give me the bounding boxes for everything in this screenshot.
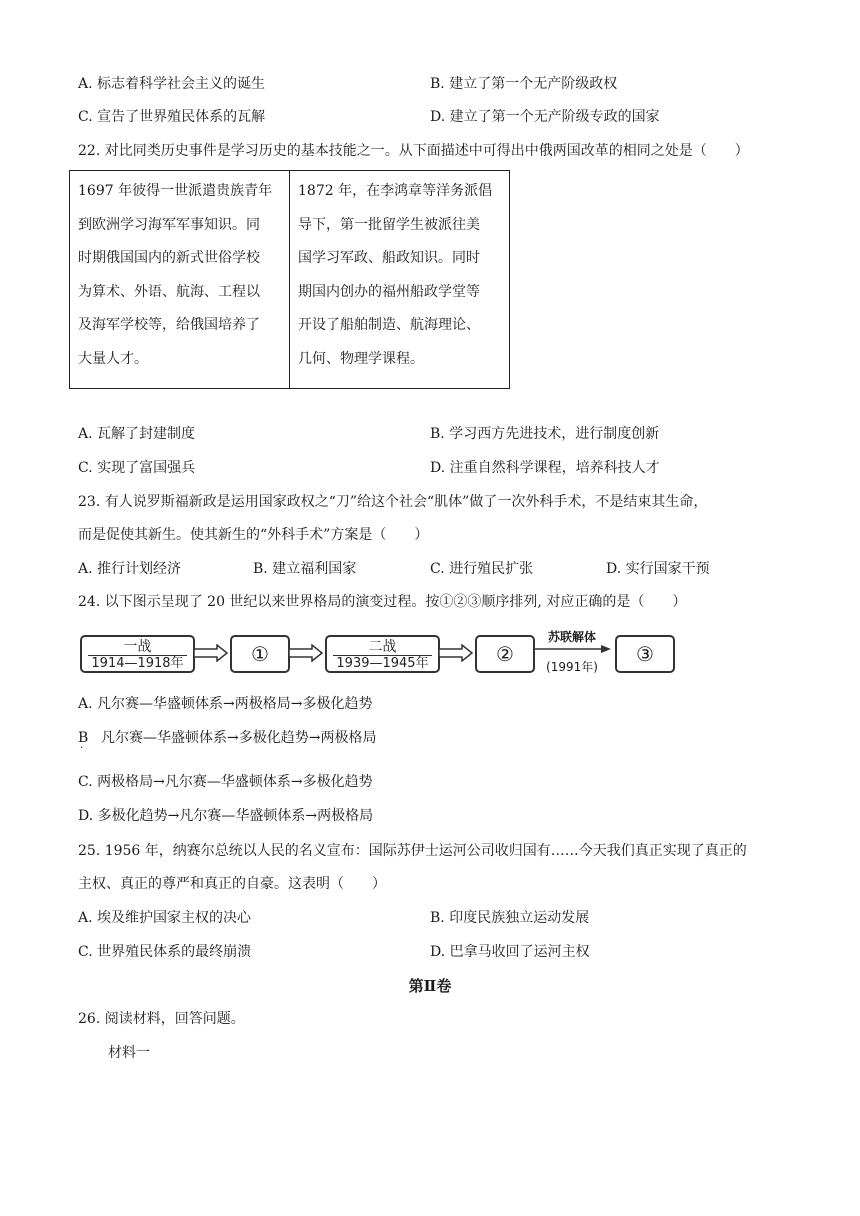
box-circle-1: ① <box>230 635 290 673</box>
q22-option-d: D. 注重自然科学课程，培养科技人才 <box>430 460 660 476</box>
table-cell-china: 1872 年，在李鸿章等洋务派倡 导下，第一批留学生被派往美 国学习军政、船政知识。同时 期国内创办的福州船政学堂等 开设了船舶制造、航海理论、 几何、物理学课程。 <box>290 171 510 389</box>
q24-option-c: C. 两极格局→凡尔赛—华盛顿体系→多极化趋势 <box>78 774 373 790</box>
q25-option-b: B. 印度民族独立运动发展 <box>430 910 590 926</box>
q23-option-c: C. 进行殖民扩张 <box>430 561 534 577</box>
q21-option-a: A. 标志着科学社会主义的诞生 <box>78 76 266 92</box>
section-title: 第Ⅱ卷 <box>408 977 452 995</box>
arrow-label-ussr-collapse: 苏联解体 <box>547 630 596 644</box>
q21-option-c: C. 宣告了世界殖民体系的瓦解 <box>78 109 266 125</box>
q22-comparison-table <box>69 170 510 389</box>
q22-stem: 22. 对比同类历史事件是学习历史的基本技能之一。从下面描述中可得出中俄两国改革的相同之处是（ ） <box>78 143 749 159</box>
q21-option-b: B. 建立了第一个无产阶级政权 <box>430 76 618 92</box>
box-circle-2: ② <box>475 635 535 673</box>
q26-stem: 26. 阅读材料，回答问题。 <box>78 1011 245 1027</box>
q23-option-a: A. 推行计划经济 <box>78 561 182 577</box>
q23-stem-line2: 而是促使其新生。使其新生的“外科手术”方案是（ ） <box>78 527 429 543</box>
q24-stem: 24. 以下图示呈现了 20 世纪以来世界格局的演变过程。按①②③顺序排列, 对应正确的是（ ） <box>78 594 687 610</box>
q24-option-b-letter: B <box>78 730 89 746</box>
q23-option-d: D. 实行国家干预 <box>606 561 710 577</box>
world-pattern-flow-diagram <box>80 630 675 678</box>
q25-option-a: A. 埃及维护国家主权的决心 <box>78 910 252 926</box>
box-ww2: 二战 1939—1945年 <box>325 635 440 673</box>
q24-option-b: 凡尔赛—华盛顿体系→多极化趋势→两极格局 <box>101 730 377 746</box>
hollow-arrow-icon <box>288 644 324 662</box>
hollow-arrow-icon <box>193 644 229 662</box>
q22-option-c: C. 实现了富国强兵 <box>78 460 196 476</box>
q21-option-d: D. 建立了第一个无产阶级专政的国家 <box>430 109 660 125</box>
material-label: 材料一 <box>108 1045 150 1061</box>
q22-option-b: B. 学习西方先进技术，进行制度创新 <box>430 426 660 442</box>
q25-option-c: C. 世界殖民体系的最终崩溃 <box>78 944 252 960</box>
q25-stem-line2: 主权、真正的尊严和真正的自豪。这表明（ ） <box>78 876 386 892</box>
long-arrow-icon <box>533 644 613 654</box>
q22-option-a: A. 瓦解了封建制度 <box>78 426 196 442</box>
table-cell-russia: 1697 年彼得一世派遣贵族青年 到欧洲学习海军军事知识。同 时期俄国国内的新式世俗学校 为算术、外语、航海、工程以 及海军学校等，给俄国培养了 大量人才。 <box>70 171 290 389</box>
q23-stem-line1: 23. 有人说罗斯福新政是运用国家政权之“刀”给这个社会“肌体”做了一次外科手术，不是结束其生命， <box>78 494 708 510</box>
box-ww1: 一战 1914—1918年 <box>80 635 195 673</box>
q23-option-b: B. 建立福利国家 <box>253 561 357 577</box>
q24-option-a: A. 凡尔赛—华盛顿体系→两极格局→多极化趋势 <box>78 696 373 712</box>
arrow-sub-year: (1991年) <box>546 660 598 674</box>
stray-dot: · <box>80 743 84 754</box>
q25-option-d: D. 巴拿马收回了运河主权 <box>430 944 590 960</box>
hollow-arrow-icon <box>438 644 474 662</box>
q25-stem-line1: 25. 1956 年，纳赛尔总统以人民的名义宣布：国际苏伊士运河公司收归国有……今天我们真正实现了真正的 <box>78 843 747 859</box>
q24-option-d: D. 多极化趋势→凡尔赛—华盛顿体系→两极格局 <box>78 808 374 824</box>
box-circle-3: ③ <box>615 635 675 673</box>
